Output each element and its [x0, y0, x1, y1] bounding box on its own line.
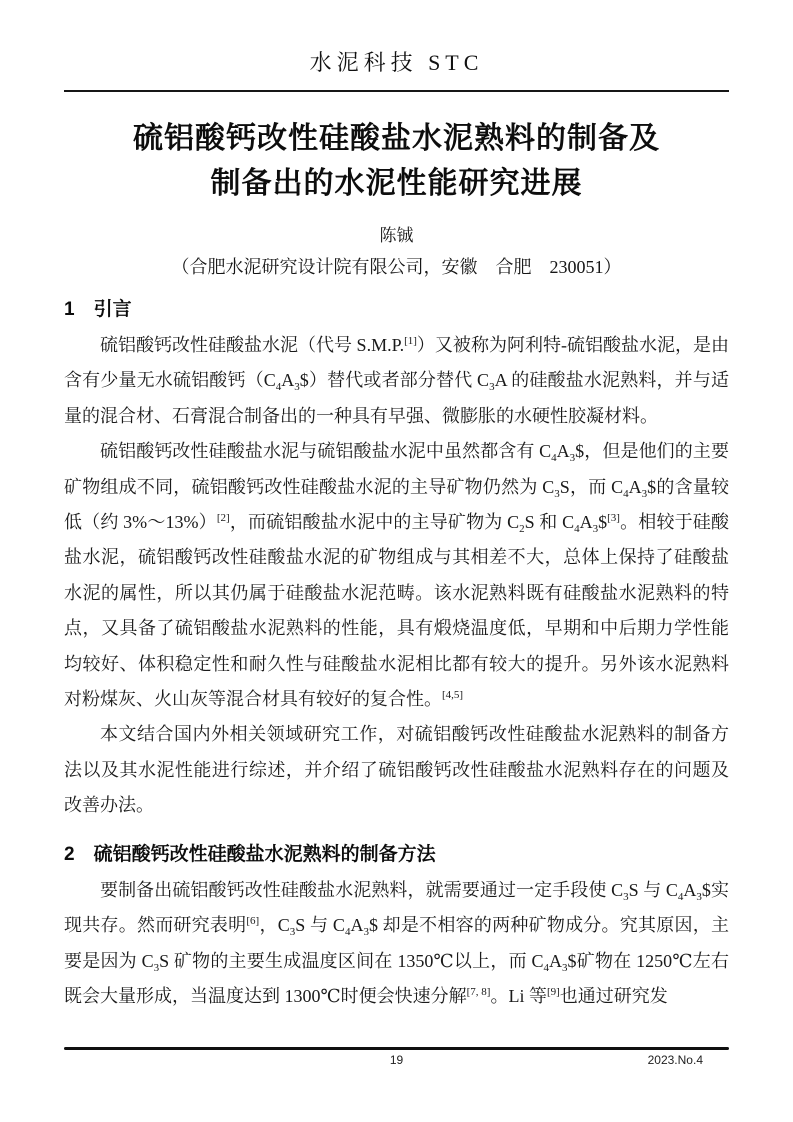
chemical-subscript: 4: [551, 452, 557, 465]
journal-header: 水泥科技 STC: [309, 50, 484, 75]
citation-superscript: [2]: [216, 512, 230, 525]
affiliation: （合肥水泥研究设计院有限公司，安徽 合肥 230051）: [171, 257, 622, 277]
chemical-subscript: 2: [519, 523, 525, 536]
citation-superscript: [6]: [246, 915, 260, 928]
section-number: 1: [64, 299, 75, 320]
footer-row: [64, 1053, 729, 1071]
chemical-subscript: 3: [294, 381, 300, 394]
page-number: 19: [389, 1053, 404, 1067]
footer-divider: [64, 1047, 729, 1050]
article-title-line2: 制备出的水泥性能研究进展: [210, 167, 583, 200]
chemical-subscript: 3: [623, 890, 629, 903]
citation-superscript: [1]: [404, 335, 417, 347]
article-section: [64, 839, 729, 1015]
chemical-subscript: 3: [363, 926, 369, 939]
chemical-subscript: 4: [623, 487, 629, 500]
citation-superscript: [9]: [546, 985, 560, 998]
chemical-subscript: 3: [153, 961, 160, 974]
section-heading: [64, 839, 729, 866]
section-title: 硫铝酸钙改性硅酸盐水泥熟料的制备方法: [93, 843, 436, 865]
chemical-subscript: 3: [289, 926, 296, 939]
citation-superscript: [7, 8]: [466, 985, 491, 998]
issue-label: 2023.No.4: [647, 1053, 703, 1067]
chemical-subscript: 3: [641, 487, 648, 500]
chemical-subscript: 3: [592, 523, 599, 536]
citation-superscript: [4,5]: [442, 689, 464, 702]
chemical-subscript: 3: [562, 961, 568, 974]
chemical-subscript: 3: [696, 890, 702, 903]
chemical-subscript: 4: [344, 926, 351, 939]
chemical-subscript: 3: [554, 487, 560, 500]
article-title-line1: 硫铝酸钙改性硅酸盐水泥熟料的制备及: [133, 122, 660, 155]
body-paragraph: 硫铝酸钙改性硅酸盐水泥与硫铝酸盐水泥中虽然都含有 $C_4A_3\$$，但是他们的主要矿物组成不同，硫铝酸钙改性硅酸盐水泥的主导矿物仍然为 $C_3S$，而 $C_4A_3\$$的含量较低（约 3%～13%）[2]，而硫铝酸盐水泥中的主导矿物为 $C_2S$ 和 $C_4A_3\$[3]$。相较于硅酸盐水泥，硫铝酸钙改性硅酸盐水泥的矿物组成与其相差不大，总体上保持了硅酸盐水泥的属性，所以其仍属于硅酸盐水泥范畴。该水泥熟料既有硅酸盐水泥熟料的特点，又具备了硫铝酸盐水泥熟料的性能，具有煅烧温度低，早期和中后期力学性能均较好、体积稳定性和耐久性与硅酸盐水泥相比都有较大的提升。另外该水泥熟料对粉煤灰、火山灰等混合材具有较好的复合性。[4,5]: [64, 441, 730, 710]
article-section: [64, 294, 729, 824]
section-number: 2: [64, 843, 75, 865]
chemical-subscript: 4: [275, 381, 282, 394]
chemical-subscript: 3: [489, 381, 495, 394]
section-title: 引言: [93, 299, 132, 320]
author: 陈铖: [379, 226, 414, 245]
chemical-subscript: 4: [677, 890, 684, 903]
chemical-subscript: 4: [574, 523, 580, 536]
header-divider: [64, 90, 729, 92]
article-title: [64, 116, 729, 206]
section-heading: [64, 294, 729, 321]
page-footer: [64, 1047, 729, 1071]
chemical-subscript: 4: [543, 961, 550, 974]
body-paragraph: 硫铝酸钙改性硅酸盐水泥（代号 S.M.P.[1]）又被称为阿利特-硫铝酸盐水泥，是由含有少量无水硫铝酸钙$(C_4A_3\$)$替代或者部分替代 $C_3A$ 的硅酸盐水泥熟料，并与适量的混合材、石膏混合制备出的一种具有早强、微膨胀的水硬性胶凝材料。: [64, 335, 729, 426]
chemical-subscript: 3: [569, 452, 576, 465]
article-body: [64, 294, 729, 1014]
body-paragraph: 本文结合国内外相关领域研究工作，对硫铝酸钙改性硅酸盐水泥熟料的制备方法以及其水泥性能进行综述，并介绍了硫铝酸钙改性硅酸盐水泥熟料存在的问题及改善办法。: [64, 724, 729, 816]
citation-superscript: [3]: [607, 512, 620, 525]
body-paragraph: 要制备出硫铝酸钙改性硅酸盐水泥熟料，就需要通过一定手段使 $C_3S$ 与 $C_4A_3\$$实现共存。然而研究表明[6]，$C_3S$ 与 $C_4A_3\$$ 却是不相容的两种矿物成分。究其原因，主要是因为 $C_3S$ 矿物的主要生成温度区间在 1350℃以上，而 $C_4A_3\$$矿物在 1250℃左右既会大量形成，当温度达到 1300℃时便会快速分解[7, 8]。Li 等[9]也通过研究发: [64, 879, 729, 1006]
